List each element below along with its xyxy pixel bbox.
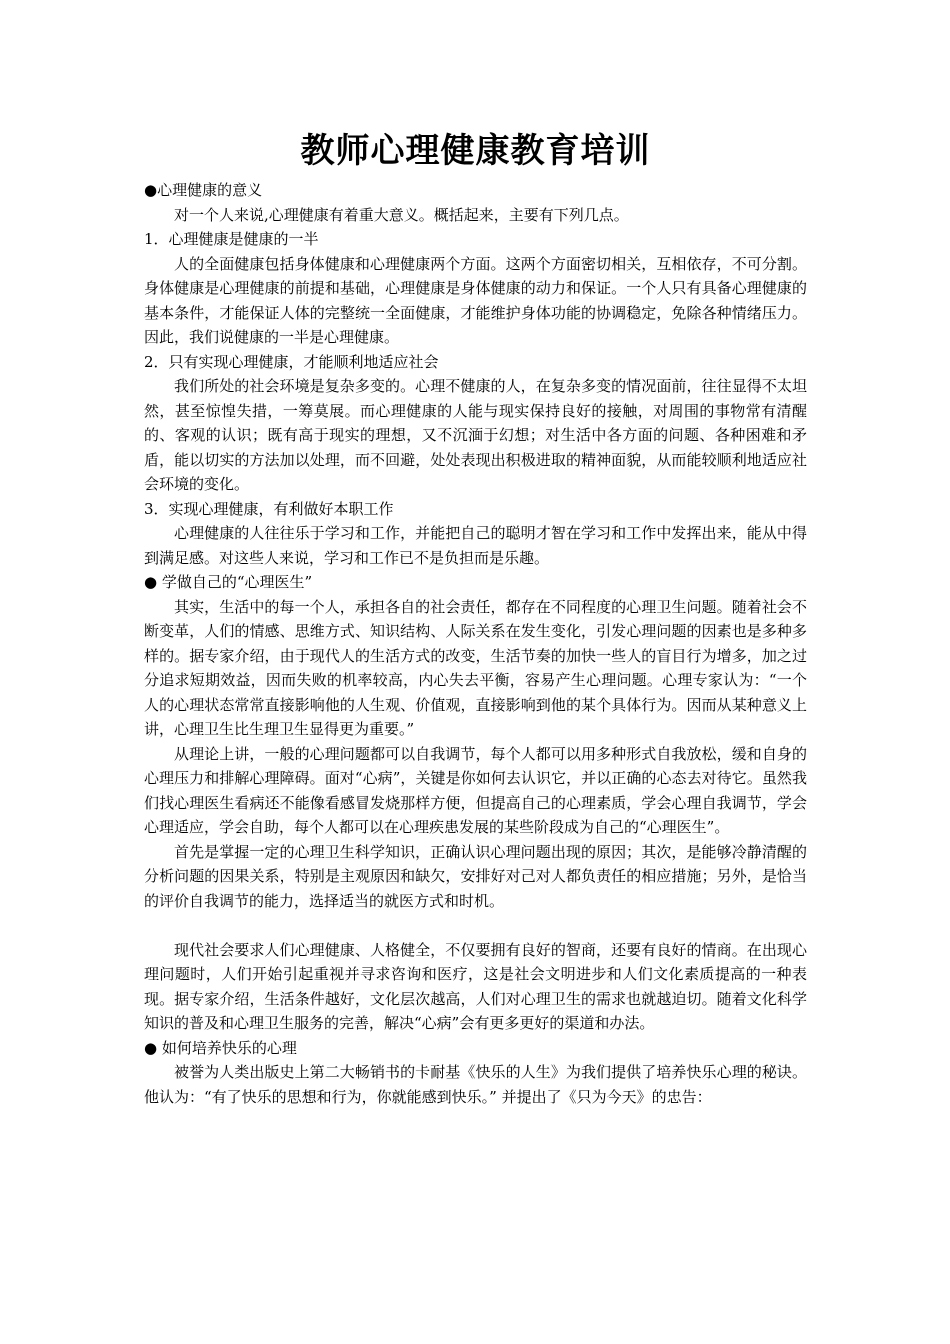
paragraph-modern-society: 现代社会要求人们心理健康、人格健全，不仅要拥有良好的智商，还要有良好的情商。在出现心理问题时，人们开始引起重视并寻求咨询和医疗，这是社会文明进步和人们文化素质提高的一种表现。据专家介绍，生活条件越好，文化层次越高，人们对心理卫生的需求也就越迫切。随着文化科学知识的普及和心理卫生服务的完善，解决“心病”会有更多更好的渠道和办法。 xyxy=(144,940,807,1032)
paragraph-health-half: 人的全面健康包括身体健康和心理健康两个方面。这两个方面密切相关，互相依存，不可分割。身体健康是心理健康的前提和基础，心理健康是身体健康的动力和保证。一个人只有具备心理健康的基本条件，才能保证人体的完整统一全面健康，才能维护身体功能的协调稳定，免除各种情绪压力。因此，我们说健康的一半是心理健康。 xyxy=(144,254,807,346)
section-heading-happiness: ● 如何培养快乐的心理 xyxy=(144,1038,297,1057)
paragraph-carnegie: 被誉为人类出版史上第二大畅销书的卡耐基《快乐的人生》为我们提供了培养快乐心理的秘诀。他认为：“有了快乐的思想和行为，你就能感到快乐。” 并提出了《只为今天》的忠告： xyxy=(144,1063,807,1106)
blank-line xyxy=(144,913,807,938)
subheading-2: 2．只有实现心理健康，才能顺利地适应社会 xyxy=(144,352,439,371)
subheading-1: 1．心理健康是健康的一半 xyxy=(144,230,319,248)
paragraph-self-regulation: 从理论上讲，一般的心理问题都可以自我调节，每个人都可以用多种形式自我放松，缓和自身的心理压力和排解心理障碍。面对“心病”，关键是你如何去认识它，并以正确的心态去对待它。虽然我们找心理医生看病还不能像看感冒发烧那样方便，但提高自己的心理素质，学会心理自我调节，学会心理适应，学会自助，每个人都可以在心理疾患发展的某些阶段成为自己的“心理医生”。 xyxy=(144,744,807,836)
paragraph-intro: 对一个人来说,心理健康有着重大意义。概括起来，主要有下列几点。 xyxy=(174,205,629,224)
section-heading-self-doctor: ● 学做自己的“心理医生” xyxy=(144,573,313,591)
paragraph-knowledge: 首先是掌握一定的心理卫生科学知识，正确认识心理问题出现的原因；其次，是能够冷静清醒的分析问题的因果关系，特别是主观原因和缺欠，安排好对己对人都负责任的相应措施；另外，是恰当的评价自我调节的能力，选择适当的就医方式和时机。 xyxy=(144,842,807,910)
paragraph-work: 心理健康的人往往乐于学习和工作，并能把自己的聪明才智在学习和工作中发挥出来，能从中得到满足感。对这些人来说，学习和工作已不是负担而是乐趣。 xyxy=(144,524,807,567)
section-heading-meaning: ●心理健康的意义 xyxy=(144,181,263,199)
paragraph-adapt-society: 我们所处的社会环境是复杂多变的。心理不健康的人，在复杂多变的情况面前，往往显得不太坦然，甚至惊惶失措，一筹莫展。而心理健康的人能与现实保持良好的接触，对周围的事物常有清醒的、客观的认识；既有高于现实的理想，又不沉湎于幻想；对生活中各方面的问题、各种困难和矛盾，能以切实的方法加以处理，而不回避，处处表现出积极进取的精神面貌，从而能较顺利地适应社会环境的变化。 xyxy=(144,377,807,493)
document-title: 教师心理健康教育培训 xyxy=(300,131,651,171)
paragraph-social-responsibility: 其实，生活中的每一个人，承担各自的社会责任，都存在不同程度的心理卫生问题。随着社会不断变革，人们的情感、思维方式、知识结构、人际关系在发生变化，引发心理问题的因素也是多种多样的。据专家介绍，由于现代人的生活方式的改变，生活节奏的加快一些人的盲目行为增多，加之过分追求短期效益，因而失败的机率较高，内心失去平衡，容易产生心理问题。心理专家认为：“一个人的心理状态常常直接影响他的人生观、价值观，直接影响到他的某个具体行为。因而从某种意义上讲，心理卫生比生理卫生显得更为重要。” xyxy=(144,597,807,738)
subheading-3: 3．实现心理健康，有利做好本职工作 xyxy=(144,499,394,518)
document-page xyxy=(144,124,807,1109)
